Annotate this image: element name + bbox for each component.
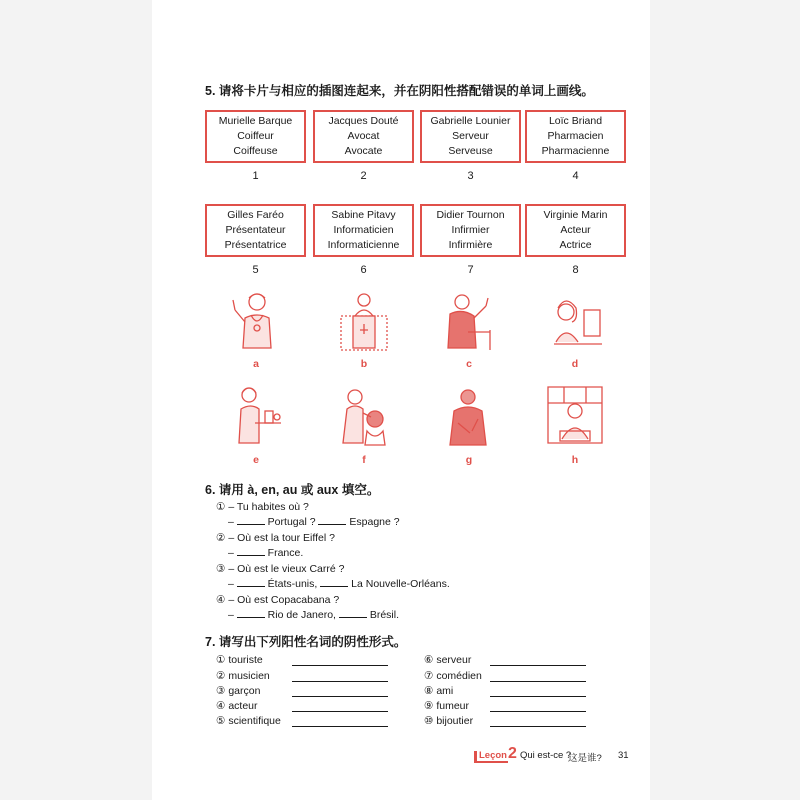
ex7-word-4: ④ acteur <box>216 700 258 712</box>
card-feminine[interactable]: Présentatrice <box>224 239 287 251</box>
card-feminine[interactable]: Actrice <box>559 239 592 251</box>
card-feminine[interactable]: Avocate <box>344 145 383 157</box>
ex7-word-5: ⑤ scientifique <box>216 715 281 727</box>
answer-blank[interactable] <box>318 524 346 525</box>
card-masculine[interactable]: Serveur <box>452 130 489 142</box>
card-number: 1 <box>252 170 259 182</box>
card-number: 3 <box>467 170 474 182</box>
picture-label: b <box>360 358 368 370</box>
ex7-word-7: ⑦ comédien <box>424 670 482 682</box>
card-number: 7 <box>467 264 474 276</box>
answer-blank[interactable] <box>237 617 265 618</box>
picture-label: e <box>253 454 259 466</box>
card-name: Gabrielle Lounier <box>430 115 511 127</box>
answer-blank[interactable] <box>237 524 265 525</box>
picture-label: d <box>571 358 579 370</box>
picture-label: f <box>362 454 366 466</box>
answer-line[interactable] <box>490 665 586 666</box>
card-number: 2 <box>360 170 367 182</box>
answer-line[interactable] <box>490 726 586 727</box>
card-masculine[interactable]: Coiffeur <box>237 130 274 142</box>
ex7-word-1: ① touriste <box>216 654 263 666</box>
answer-line[interactable] <box>490 711 586 712</box>
answer-line[interactable] <box>490 681 586 682</box>
waitress-illustration[interactable] <box>225 383 287 447</box>
card-name: Jacques Douté <box>328 115 399 127</box>
hairdresser-illustration[interactable] <box>333 383 395 447</box>
ex6-question-1: ① – Tu habites où ? <box>216 501 309 513</box>
picture-label: g <box>465 454 473 466</box>
answer-blank[interactable] <box>237 555 265 556</box>
card-name: Murielle Barque <box>218 115 293 127</box>
card-feminine[interactable]: Pharmacienne <box>541 145 610 157</box>
card-number: 6 <box>360 264 367 276</box>
card-number: 8 <box>572 264 579 276</box>
footer-cn-title: 这是谁? <box>568 753 602 764</box>
presenter-illustration[interactable] <box>333 288 395 352</box>
picture-label: a <box>253 358 259 370</box>
card-feminine[interactable]: Infirmière <box>448 239 493 251</box>
lawyer-illustration[interactable] <box>438 288 500 352</box>
card-4[interactable] <box>525 110 626 163</box>
ex6-answer-2: – France. <box>228 547 304 559</box>
ex6-question-3: ③ – Où est le vieux Carré ? <box>216 563 345 575</box>
card-name: Didier Tournon <box>436 209 505 221</box>
card-name: Gilles Faréo <box>227 209 284 221</box>
answer-line[interactable] <box>292 726 388 727</box>
answer-line[interactable] <box>292 696 388 697</box>
answer-line[interactable] <box>292 711 388 712</box>
ex7-word-2: ② musicien <box>216 670 270 682</box>
ex6-answer-3: – États-unis, La Nouvelle-Orléans. <box>228 578 450 590</box>
answer-blank[interactable] <box>237 586 265 587</box>
pharmacist-illustration[interactable] <box>438 383 500 447</box>
ex6-question-2: ② – Où est la tour Eiffel ? <box>216 532 335 544</box>
card-8[interactable] <box>525 204 626 257</box>
picture-label: c <box>466 358 472 370</box>
footer-title: Qui est-ce ? <box>520 750 572 761</box>
card-number: 4 <box>572 170 579 182</box>
card-masculine[interactable]: Infirmier <box>451 224 490 236</box>
picture-label: h <box>571 454 579 466</box>
ex5-title: 5. 请将卡片与相应的插图连起来，并在阴阳性搭配错误的单词上画线。 <box>205 84 594 98</box>
card-masculine[interactable]: Acteur <box>560 224 591 236</box>
card-2[interactable] <box>313 110 414 163</box>
ex7-word-3: ③ garçon <box>216 685 261 697</box>
card-name: Sabine Pitavy <box>331 209 396 221</box>
ex6-title: 6. 请用 à, en, au 或 aux 填空。 <box>205 483 380 497</box>
answer-line[interactable] <box>292 681 388 682</box>
answer-blank[interactable] <box>339 617 367 618</box>
card-masculine[interactable]: Pharmacien <box>547 130 604 142</box>
page <box>152 0 650 800</box>
ex7-word-8: ⑧ ami <box>424 685 454 697</box>
answer-line[interactable] <box>292 665 388 666</box>
card-masculine[interactable]: Présentateur <box>225 224 286 236</box>
card-3[interactable] <box>420 110 521 163</box>
answer-line[interactable] <box>490 696 586 697</box>
card-feminine[interactable]: Coiffeuse <box>233 145 278 157</box>
ex6-answer-1: – Portugal ? Espagne ? <box>228 516 400 528</box>
page-number: 31 <box>618 750 629 761</box>
tv-presenter-illustration[interactable] <box>544 383 606 447</box>
ex7-title: 7. 请写出下列阳性名词的阴性形式。 <box>205 635 407 649</box>
card-name: Loïc Briand <box>548 115 603 127</box>
card-masculine[interactable]: Informaticien <box>333 224 394 236</box>
card-name: Virginie Marin <box>543 209 608 221</box>
card-number: 5 <box>252 264 259 276</box>
ex7-word-10: ⑩ bijoutier <box>424 715 474 727</box>
footer-lecon: Leçon <box>479 750 507 761</box>
ex7-word-6: ⑥ serveur <box>424 654 472 666</box>
card-masculine[interactable]: Avocat <box>347 130 380 142</box>
card-7[interactable] <box>420 204 521 257</box>
footer-underline <box>474 761 508 763</box>
ex7-word-9: ⑨ fumeur <box>424 700 470 712</box>
card-feminine[interactable]: Informaticienne <box>327 239 400 251</box>
card-1[interactable] <box>205 110 306 163</box>
card-feminine[interactable]: Serveuse <box>448 145 493 157</box>
answer-blank[interactable] <box>320 586 348 587</box>
footer-lecon-number: 2 <box>508 745 517 762</box>
card-5[interactable] <box>205 204 306 257</box>
computer-worker-illustration[interactable] <box>544 288 606 352</box>
card-6[interactable] <box>313 204 414 257</box>
ex6-answer-4: – Rio de Janero, Brésil. <box>228 609 399 621</box>
nurse-illustration[interactable] <box>225 288 287 352</box>
ex6-question-4: ④ – Où est Copacabana ? <box>216 594 340 606</box>
